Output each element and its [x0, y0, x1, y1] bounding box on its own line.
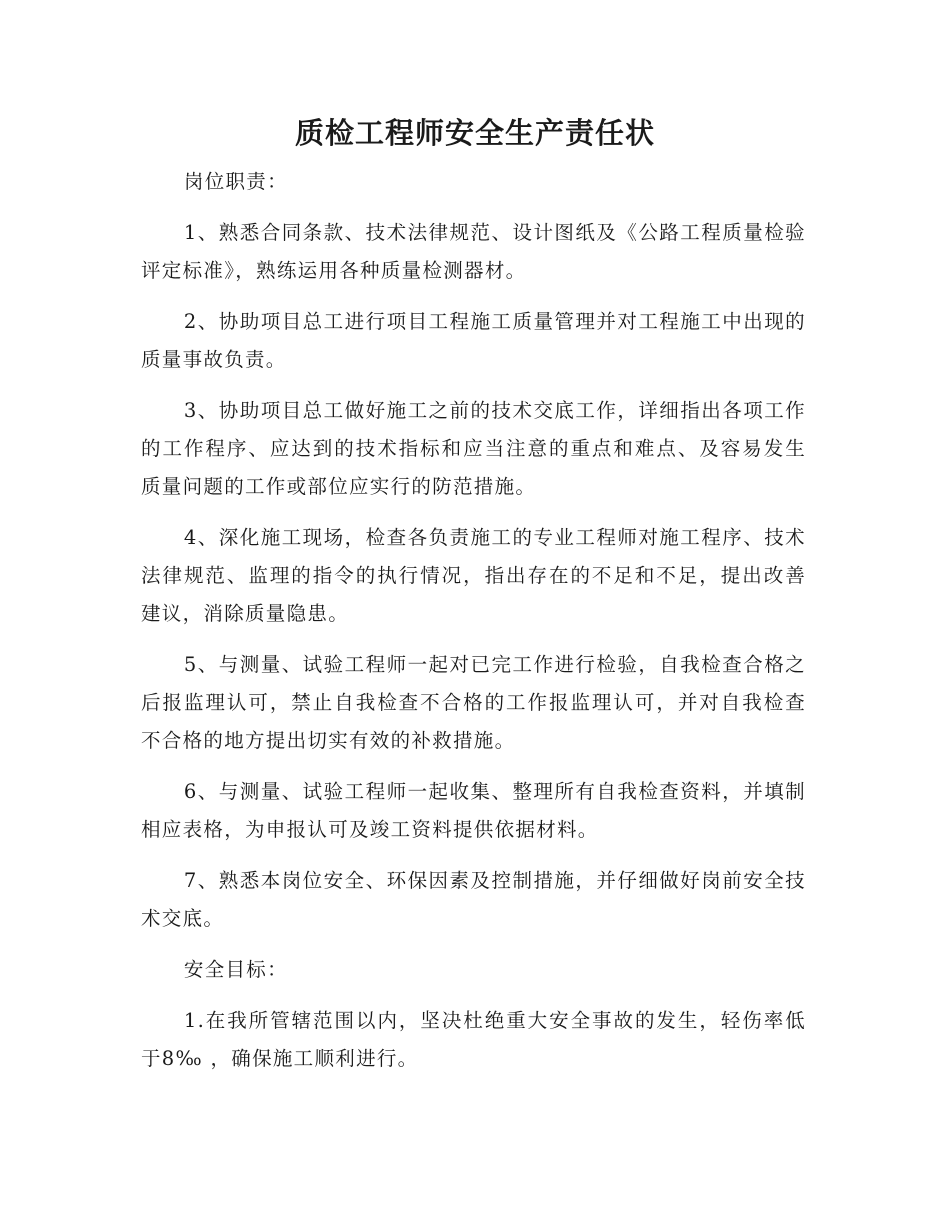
document-body — [141, 163, 806, 1091]
goal-item-1: 1.在我所管辖范围以内，坚决杜绝重大安全事故的发生，轻伤率低于8‰ ，确保施工顺利进行。 — [141, 1009, 806, 1070]
duty-item-4: 4、深化施工现场，检查各负责施工的专业工程师对施工程序、技术法律规范、监理的指令的执行情况，指出存在的不足和不足，提出改善建议，消除质量隐患。 — [141, 526, 806, 625]
duty-item-5: 5、与测量、试验工程师一起对已完工作进行检验，自我检查合格之后报监理认可，禁止自我检查不合格的工作报监理认可，并对自我检查不合格的地方提出切实有效的补救措施。 — [141, 653, 806, 752]
document-title: 质检工程师安全生产责任状 — [294, 116, 655, 150]
duty-item-7: 7、熟悉本岗位安全、环保因素及控制措施，并仔细做好岗前安全技术交底。 — [141, 869, 806, 930]
duties-heading: 岗位职责： — [183, 170, 288, 193]
duty-item-2: 2、协助项目总工进行项目工程施工质量管理并对工程施工中出现的质量事故负责。 — [141, 310, 806, 371]
duty-item-1: 1、熟悉合同条款、技术法律规范、设计图纸及《公路工程质量检验评定标准》，熟练运用各种质量检测器材。 — [141, 221, 806, 282]
duty-item-6: 6、与测量、试验工程师一起收集、整理所有自我检查资料，并填制相应表格，为申报认可及竣工资料提供依据材料。 — [141, 780, 806, 841]
goals-heading: 安全目标： — [183, 958, 288, 981]
duty-item-3: 3、协助项目总工做好施工之前的技术交底工作，详细指出各项工作的工作程序、应达到的技术指标和应当注意的重点和难点、及容易发生质量问题的工作或部位应实行的防范措施。 — [141, 399, 806, 498]
